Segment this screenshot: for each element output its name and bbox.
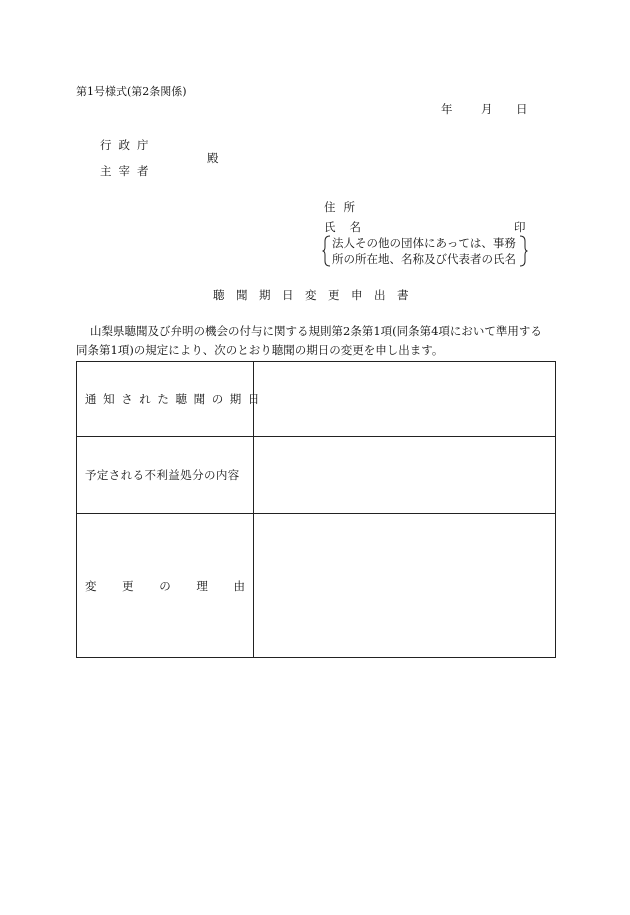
addressee-honorific: 殿: [207, 151, 219, 165]
applicant-note-line-1: 法人その他の団体にあっては、事務: [332, 236, 516, 250]
change-reason-label: [77, 514, 254, 658]
change-reason-char: 理: [196, 578, 208, 593]
applicant-note-line-2: 所の所在地、名称及び代表者の氏名: [332, 252, 516, 266]
table-row: [77, 362, 556, 437]
date-year-label: 年: [441, 102, 453, 116]
date-day-label: 日: [516, 102, 528, 116]
date-month-label: 月: [481, 102, 493, 116]
disposition-content-label-text: 予定される不利益処分の内容: [85, 468, 240, 482]
addressee-presider: 主宰者: [100, 164, 156, 178]
hearing-date-label: [77, 362, 266, 437]
table-row: [77, 437, 556, 514]
disposition-content-label: [77, 437, 254, 514]
applicant-name-label: 氏名: [324, 220, 375, 234]
application-table: [76, 361, 556, 658]
intro-text-line-2: 同条第1項)の規定により、次のとおり聴聞の期日の変更を申し出ます。: [76, 343, 444, 357]
hearing-date-label-text: 通知された聴聞の期日: [85, 392, 266, 406]
change-reason-char: の: [159, 578, 171, 593]
change-reason-label-text: [85, 578, 245, 594]
table-row: [77, 514, 556, 658]
hearing-date-field[interactable]: [254, 362, 556, 437]
document-title: 聴聞期日変更申出書: [213, 288, 420, 302]
disposition-content-field[interactable]: [254, 437, 556, 514]
change-reason-char: 由: [233, 578, 245, 593]
change-reason-field[interactable]: [254, 514, 556, 658]
seal-mark: 印: [514, 220, 526, 234]
intro-text-line-1: 山梨県聴聞及び弁明の機会の付与に関する規則第2条第1項(同条第4項において準用する: [90, 324, 542, 338]
change-reason-char: 更: [122, 578, 134, 593]
applicant-address-label: 住所: [324, 200, 363, 214]
form-number: 第1号様式(第2条関係): [76, 85, 187, 98]
addressee-agency: 行政庁: [100, 138, 156, 152]
change-reason-char: 変: [85, 578, 97, 593]
